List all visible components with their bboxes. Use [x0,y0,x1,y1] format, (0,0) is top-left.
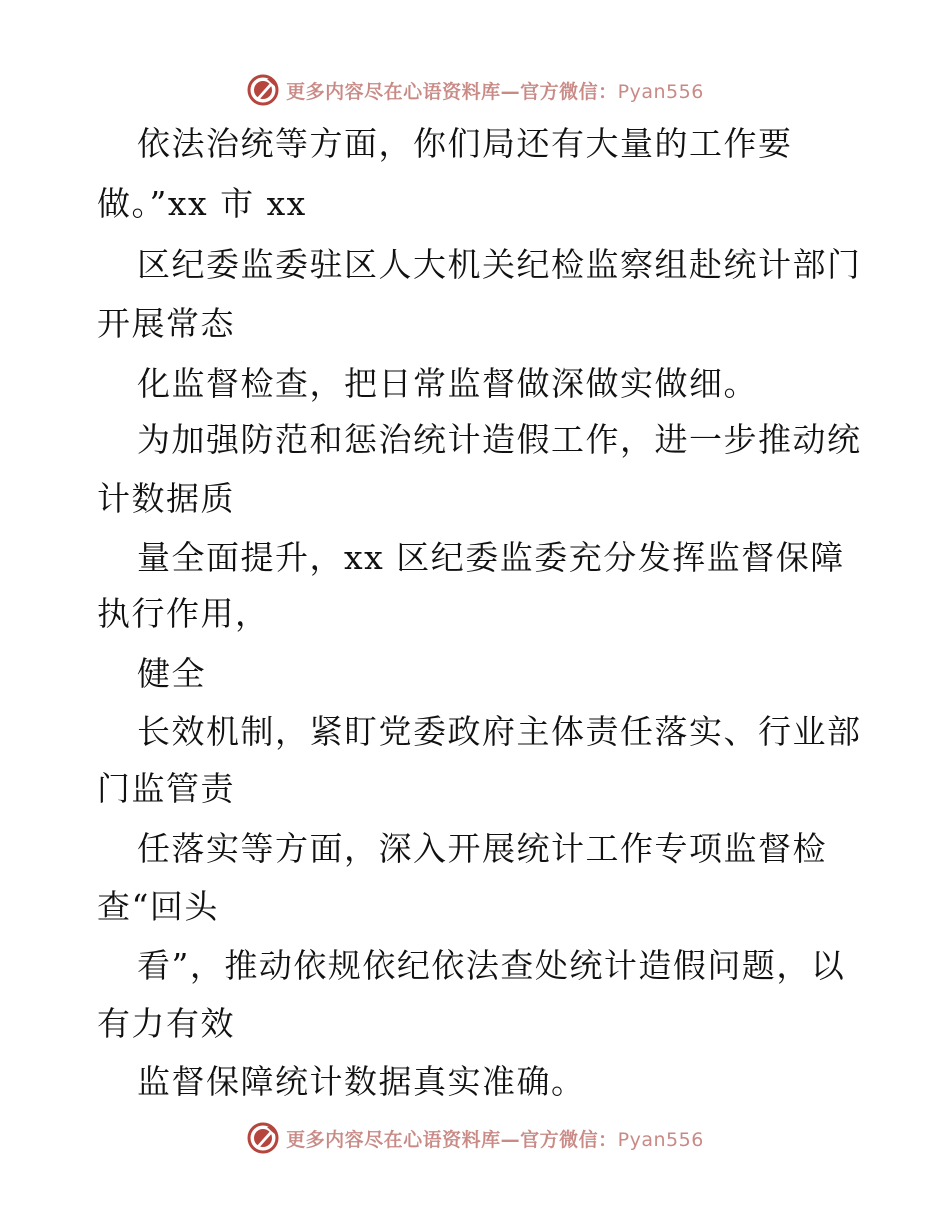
text-line: 看”，推动依规依纪依法查处统计造假问题，以 [137,946,846,985]
footer-watermark [0,1118,950,1158]
text-line: 健全 [137,654,206,693]
text-line: 做。”xx 市 xx [97,184,307,223]
text-line: 量全面提升，xx 区纪委监委充分发挥监督保障 [137,538,845,577]
header-watermark-label: 更多内容尽在心语资料库—官方微信： [286,80,618,103]
text-line: 监督保障统计数据真实准确。 [137,1062,586,1101]
header-watermark-contact: Pyan556 [617,80,704,103]
footer-watermark-contact: Pyan556 [617,1128,704,1151]
text-line: 长效机制，紧盯党委政府主体责任落实、行业部 [137,712,862,751]
text-line: 执行作用， [97,594,270,633]
text-line: 依法治统等方面，你们局还有大量的工作要 [137,124,793,163]
header-watermark [0,70,950,110]
text-line: 开展常态 [97,304,235,343]
footer-watermark-text [286,1125,704,1152]
quill-logo-icon [246,1121,280,1155]
header-watermark-text [286,77,704,104]
quill-logo-icon [246,73,280,107]
text-line: 计数据质 [97,479,235,518]
text-line: 任落实等方面，深入开展统计工作专项监督检 [137,829,827,868]
text-line: 化监督检查，把日常监督做深做实做细。 [137,364,758,403]
text-line: 门监管责 [97,769,235,808]
text-line: 区纪委监委驻区人大机关纪检监察组赴统计部门 [137,245,862,284]
text-line: 为加强防范和惩治统计造假工作，进一步推动统 [137,420,862,459]
text-line: 查“回头 [97,887,219,926]
footer-watermark-label: 更多内容尽在心语资料库—官方微信： [286,1128,618,1151]
text-line: 有力有效 [97,1004,235,1043]
